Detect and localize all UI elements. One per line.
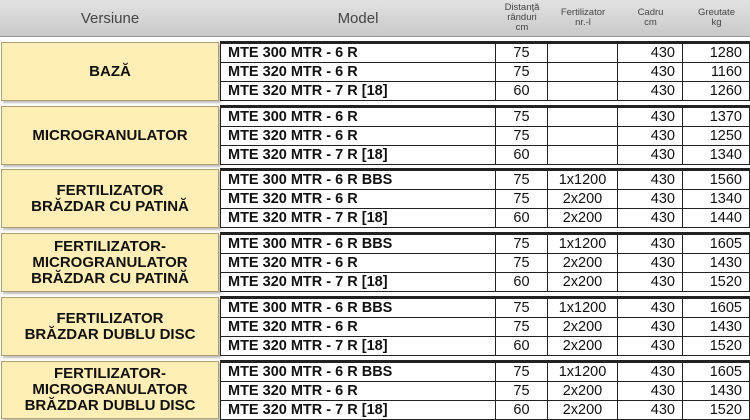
version-label-text [31, 183, 189, 215]
row-distance-cell: 60 [496, 81, 548, 101]
table-row [220, 62, 750, 82]
header-fertilizer-line: nr.-l [575, 17, 591, 28]
header-model: Model [337, 9, 379, 27]
fertilizer-cell [548, 62, 618, 82]
row-distance-cell: 75 [496, 62, 548, 82]
version-label [1, 297, 219, 356]
model-cell: MTE 320 MTR - 6 R [220, 381, 496, 401]
table-row [220, 400, 750, 420]
fertilizer-cell [548, 145, 618, 165]
version-label [1, 361, 219, 419]
table-row [220, 336, 750, 356]
version-label-text [25, 311, 196, 343]
fertilizer-cell: 2x200 [548, 208, 618, 228]
version-label [1, 233, 219, 292]
fertilizer-cell: 2x200 [548, 272, 618, 292]
model-cell: MTE 300 MTR - 6 R BBS [220, 170, 496, 190]
model-cell: MTE 300 MTR - 6 R BBS [220, 362, 496, 382]
version-label-line: BRĂZDAR DUBLU DISC [24, 325, 196, 343]
row-distance-cell: 75 [496, 253, 548, 273]
frame-cell: 430 [618, 234, 683, 254]
model-cell: MTE 300 MTR - 6 R BBS [220, 298, 496, 318]
weight-cell: 1250 [683, 126, 750, 146]
header-fertilizer-line: Fertilizator [560, 7, 606, 18]
model-cell: MTE 320 MTR - 7 R [18] [220, 336, 496, 356]
table-row [220, 126, 750, 146]
weight-cell: 1280 [683, 43, 750, 63]
fertilizer-cell: 1x1200 [548, 234, 618, 254]
frame-cell: 430 [618, 298, 683, 318]
version-label-text [89, 64, 131, 80]
frame-cell: 430 [618, 43, 683, 63]
weight-cell: 1430 [683, 253, 750, 273]
header-frame-line: cm [644, 17, 657, 28]
table-row [220, 317, 750, 337]
version-label-line: FERTILIZATOR [56, 309, 164, 327]
frame-cell: 430 [618, 126, 683, 146]
table-row [220, 170, 750, 190]
model-cell: MTE 300 MTR - 6 R [220, 107, 496, 127]
version-label-line: BRĂZDAR CU PATINĂ [31, 197, 189, 215]
fertilizer-cell: 2x200 [548, 381, 618, 401]
frame-cell: 430 [618, 253, 683, 273]
row-distance-cell: 75 [496, 170, 548, 190]
row-distance-cell: 75 [496, 362, 548, 382]
row-distance-cell: 75 [496, 126, 548, 146]
header-row-distance [496, 0, 548, 36]
header-weight-line: kg [711, 17, 722, 28]
model-cell: MTE 320 MTR - 7 R [18] [220, 81, 496, 101]
weight-cell: 1520 [683, 336, 750, 356]
version-label [1, 169, 219, 228]
row-distance-cell: 75 [496, 317, 548, 337]
weight-cell: 1340 [683, 189, 750, 209]
header-row-distance-line: cm [515, 22, 529, 33]
model-cell: MTE 320 MTR - 7 R [18] [220, 208, 496, 228]
header-row-distance-line: Distanţă [504, 2, 540, 13]
weight-cell: 1605 [683, 298, 750, 318]
frame-cell: 430 [618, 145, 683, 165]
version-label-line: MICROGRANULATOR [32, 126, 188, 144]
model-cell: MTE 300 MTR - 6 R [220, 43, 496, 63]
frame-cell: 430 [618, 107, 683, 127]
version-label-line: MICROGRANULATOR [32, 381, 188, 398]
weight-cell: 1605 [683, 362, 750, 382]
table-row [220, 253, 750, 273]
weight-cell: 1520 [683, 272, 750, 292]
fertilizer-cell: 2x200 [548, 317, 618, 337]
fertilizer-cell [548, 81, 618, 101]
table-row [220, 81, 750, 101]
model-cell: MTE 320 MTR - 6 R [220, 62, 496, 82]
model-cell: MTE 320 MTR - 6 R [220, 317, 496, 337]
version-label-text [25, 366, 196, 414]
frame-cell: 430 [618, 170, 683, 190]
row-distance-cell: 60 [496, 145, 548, 165]
frame-cell: 430 [618, 62, 683, 82]
fertilizer-cell: 1x1200 [548, 170, 618, 190]
model-cell: MTE 320 MTR - 7 R [18] [220, 400, 496, 420]
fertilizer-cell: 2x200 [548, 336, 618, 356]
frame-cell: 430 [618, 81, 683, 101]
model-cell: MTE 320 MTR - 6 R [220, 126, 496, 146]
header-fertilizer [548, 0, 618, 36]
version-label [1, 106, 219, 165]
frame-cell: 430 [618, 381, 683, 401]
version-label [1, 42, 219, 101]
frame-cell: 430 [618, 336, 683, 356]
weight-cell: 1340 [683, 145, 750, 165]
header-version: Versiune [80, 9, 140, 27]
fertilizer-cell [548, 107, 618, 127]
model-cell: MTE 300 MTR - 6 R BBS [220, 234, 496, 254]
weight-cell: 1260 [683, 81, 750, 101]
model-cell: MTE 320 MTR - 6 R [220, 189, 496, 209]
table-row [220, 234, 750, 254]
frame-cell: 430 [618, 317, 683, 337]
version-label-line: FERTILIZATOR [56, 181, 164, 199]
table-row [220, 381, 750, 401]
version-label-line: MICROGRANULATOR [32, 253, 188, 271]
header-frame-line: Cadru [637, 7, 664, 18]
version-label-line: BRĂZDAR DUBLU DISC [24, 397, 196, 414]
row-distance-cell: 75 [496, 381, 548, 401]
header-weight [683, 0, 750, 36]
weight-cell: 1430 [683, 317, 750, 337]
weight-cell: 1605 [683, 234, 750, 254]
row-distance-cell: 60 [496, 208, 548, 228]
header-row-distance-line: rânduri [507, 12, 537, 23]
fertilizer-cell [548, 126, 618, 146]
fertilizer-cell: 2x200 [548, 189, 618, 209]
version-label-text [31, 239, 189, 287]
weight-cell: 1520 [683, 400, 750, 420]
row-distance-cell: 75 [496, 234, 548, 254]
weight-cell: 1430 [683, 381, 750, 401]
table-row [220, 362, 750, 382]
fertilizer-cell: 2x200 [548, 253, 618, 273]
table-row [220, 208, 750, 228]
table-row [220, 145, 750, 165]
table-row [220, 189, 750, 209]
header-weight-line: Greutate [698, 7, 735, 18]
row-distance-cell: 75 [496, 43, 548, 63]
table-row [220, 272, 750, 292]
frame-cell: 430 [618, 400, 683, 420]
version-label-line: BAZĂ [89, 62, 131, 80]
fertilizer-cell [548, 43, 618, 63]
row-distance-cell: 75 [496, 189, 548, 209]
model-cell: MTE 320 MTR - 7 R [18] [220, 272, 496, 292]
version-label-line: FERTILIZATOR- [54, 365, 166, 382]
version-label-line: FERTILIZATOR- [54, 237, 166, 255]
model-cell: MTE 320 MTR - 6 R [220, 253, 496, 273]
weight-cell: 1440 [683, 208, 750, 228]
row-distance-cell: 75 [496, 298, 548, 318]
weight-cell: 1560 [683, 170, 750, 190]
fertilizer-cell: 1x1200 [548, 362, 618, 382]
model-cell: MTE 320 MTR - 7 R [18] [220, 145, 496, 165]
table-row [220, 107, 750, 127]
frame-cell: 430 [618, 208, 683, 228]
fertilizer-cell: 2x200 [548, 400, 618, 420]
row-distance-cell: 60 [496, 400, 548, 420]
header-frame [618, 0, 683, 36]
row-distance-cell: 60 [496, 272, 548, 292]
frame-cell: 430 [618, 362, 683, 382]
fertilizer-cell: 1x1200 [548, 298, 618, 318]
weight-cell: 1370 [683, 107, 750, 127]
table-row [220, 43, 750, 63]
row-distance-cell: 75 [496, 107, 548, 127]
frame-cell: 430 [618, 189, 683, 209]
weight-cell: 1160 [683, 62, 750, 82]
table-header [0, 0, 750, 37]
table-row [220, 298, 750, 318]
version-label-line: BRĂZDAR CU PATINĂ [31, 269, 189, 287]
row-distance-cell: 60 [496, 336, 548, 356]
frame-cell: 430 [618, 272, 683, 292]
version-label-text [32, 128, 187, 144]
